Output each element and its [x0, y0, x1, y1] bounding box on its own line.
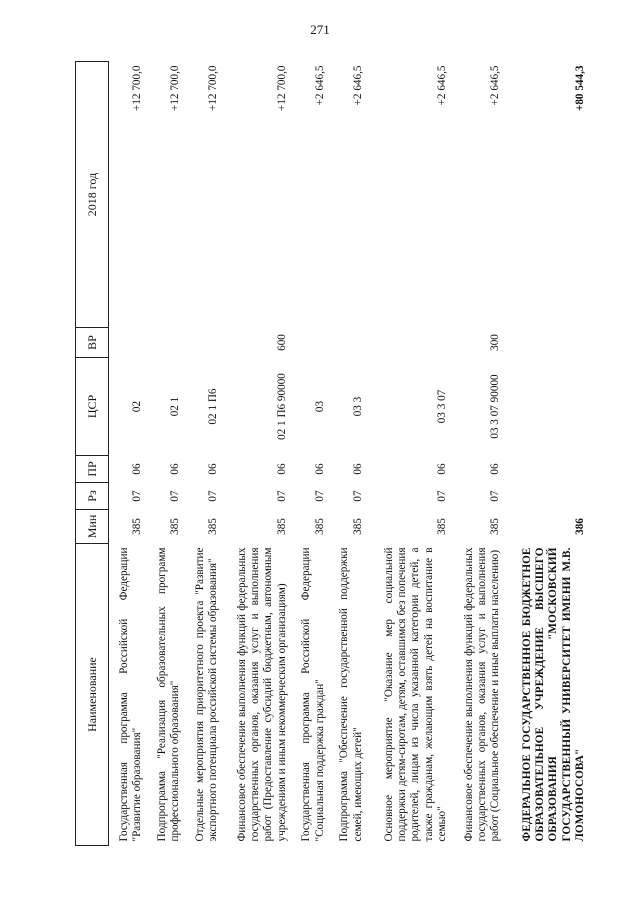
row-pr-cell: 06: [435, 463, 448, 475]
header-year: 2018 год: [76, 62, 109, 328]
row-amount-cell: +2 646,5: [435, 65, 448, 106]
row-name-cell: Отдельные мероприятия приоритетного проекта "Развитие экспортного потенциала российской системы образования": [193, 547, 219, 842]
header-name: Наименование: [76, 544, 109, 846]
row-pr-cell: 06: [130, 463, 143, 475]
row-amount-cell: +2 646,5: [313, 65, 326, 106]
row-name-cell: Подпрограмма "Обеспечение государственной поддержки семей, имеющих детей": [338, 547, 364, 842]
row-min-cell: 385: [168, 518, 181, 535]
row-name-cell: Подпрограмма "Реализация образовательных программ профессионального образования": [155, 547, 181, 842]
row-pr-cell: 06: [351, 463, 364, 475]
table-row: [330, 62, 368, 846]
page-number: 271: [310, 22, 330, 37]
header-min: Мин: [76, 510, 109, 544]
row-name-cell: Финансовое обеспечение выполнения функций федеральных государственных органов, оказания услуг и выполнения работ (Предоставление субсидий бюджетным, автономным учреждениям и иным некоммерческим организациям): [235, 547, 288, 842]
row-name-cell: Основное мероприятие "Оказание мер социальной поддержки детям-сиротам, детям, оставшимся без попечения родителей, лицам из числа указанной категории детей, а также гражданам, желающим взять детей на воспитание в семью": [383, 547, 448, 842]
table-row: [109, 62, 148, 846]
row-csr-cell: 03 3 07: [435, 389, 448, 424]
row-pr-cell: [506, 456, 590, 483]
header-vr: ВР: [76, 328, 109, 358]
row-name-cell: Государственная программа Российской Федерации "Развитие образования": [117, 547, 143, 842]
table-body: [109, 62, 591, 846]
row-csr-cell: [506, 358, 590, 456]
row-vr-cell: [368, 328, 452, 358]
row-rz-cell: 07: [313, 490, 326, 502]
row-min-cell: 385: [275, 518, 288, 535]
table-row: [368, 62, 452, 846]
table-row: [452, 62, 505, 846]
row-amount-cell: +12 700,0: [130, 65, 143, 111]
row-rz-cell: 07: [435, 490, 448, 502]
row-csr-cell: 02 1 П6 90000: [275, 373, 288, 440]
row-name-cell: ФЕДЕРАЛЬНОЕ ГОСУДАРСТВЕННОЕ БЮДЖЕТНОЕ ОБРАЗОВАТЕЛЬНОЕ УЧРЕЖДЕНИЕ ВЫСШЕГО ОБРАЗОВАНИЯ "МОСКОВСКИЙ ГОСУДАРСТВЕННЫЙ УНИВЕРСИТЕТ ИМЕНИ М.В. ЛОМОНОСОВА": [520, 547, 586, 842]
row-vr-cell: 300: [489, 334, 502, 351]
table-row: [292, 62, 330, 846]
row-vr-cell: [506, 328, 590, 358]
row-min-cell: 386: [573, 518, 586, 535]
row-rz-cell: 07: [168, 490, 181, 502]
table-row: [147, 62, 185, 846]
header-rz: Рз: [76, 483, 109, 510]
row-pr-cell: 06: [489, 463, 502, 475]
row-min-cell: 385: [435, 518, 448, 535]
row-min-cell: 385: [206, 518, 219, 535]
row-csr-cell: 03 3: [351, 396, 364, 417]
row-min-cell: 385: [130, 518, 143, 535]
row-csr-cell: 02 1: [168, 396, 181, 417]
row-pr-cell: 06: [275, 463, 288, 475]
row-min-cell: 385: [313, 518, 326, 535]
row-vr-cell: [185, 328, 223, 358]
rotated-table-sheet: [75, 62, 590, 846]
row-amount-cell: +2 646,5: [489, 65, 502, 106]
row-amount-cell: +2 646,5: [351, 65, 364, 106]
row-vr-cell: 600: [275, 334, 288, 351]
row-amount-cell: +12 700,0: [206, 65, 219, 111]
row-rz-cell: 07: [489, 490, 502, 502]
row-csr-cell: 03: [313, 400, 326, 413]
row-rz-cell: 07: [351, 490, 364, 502]
table-row: [185, 62, 223, 846]
row-pr-cell: 06: [313, 463, 326, 475]
header-csr: ЦСР: [76, 358, 109, 456]
row-csr-cell: 02: [130, 400, 143, 413]
row-pr-cell: 06: [206, 463, 219, 475]
row-rz-cell: 07: [275, 490, 288, 502]
row-name-cell: Государственная программа Российской Федерации "Социальная поддержка граждан": [300, 547, 326, 842]
row-csr-cell: 02 1 П6: [206, 388, 219, 425]
row-min-cell: 385: [489, 518, 502, 535]
row-rz-cell: [506, 483, 590, 510]
row-amount-cell: +12 700,0: [168, 65, 181, 111]
row-pr-cell: 06: [168, 463, 181, 475]
table-row: [223, 62, 292, 846]
row-rz-cell: 07: [130, 490, 143, 502]
row-vr-cell: [292, 328, 330, 358]
row-amount-cell: +80 544,3: [573, 65, 586, 112]
row-vr-cell: [330, 328, 368, 358]
header-pr: ПР: [76, 456, 109, 483]
table-header-row: [76, 62, 109, 846]
row-amount-cell: +12 700,0: [275, 65, 288, 111]
row-name-cell: Финансовое обеспечение выполнения функций федеральных государственных органов, оказания услуг и выполнения работ (Социальное обеспечение и иные выплаты населению): [462, 547, 502, 842]
row-csr-cell: 03 3 07 90000: [489, 374, 502, 439]
row-min-cell: 385: [351, 518, 364, 535]
row-vr-cell: [147, 328, 185, 358]
row-rz-cell: 07: [206, 490, 219, 502]
row-vr-cell: [109, 328, 148, 358]
table-row: [506, 62, 590, 846]
budget-table: [75, 61, 590, 846]
